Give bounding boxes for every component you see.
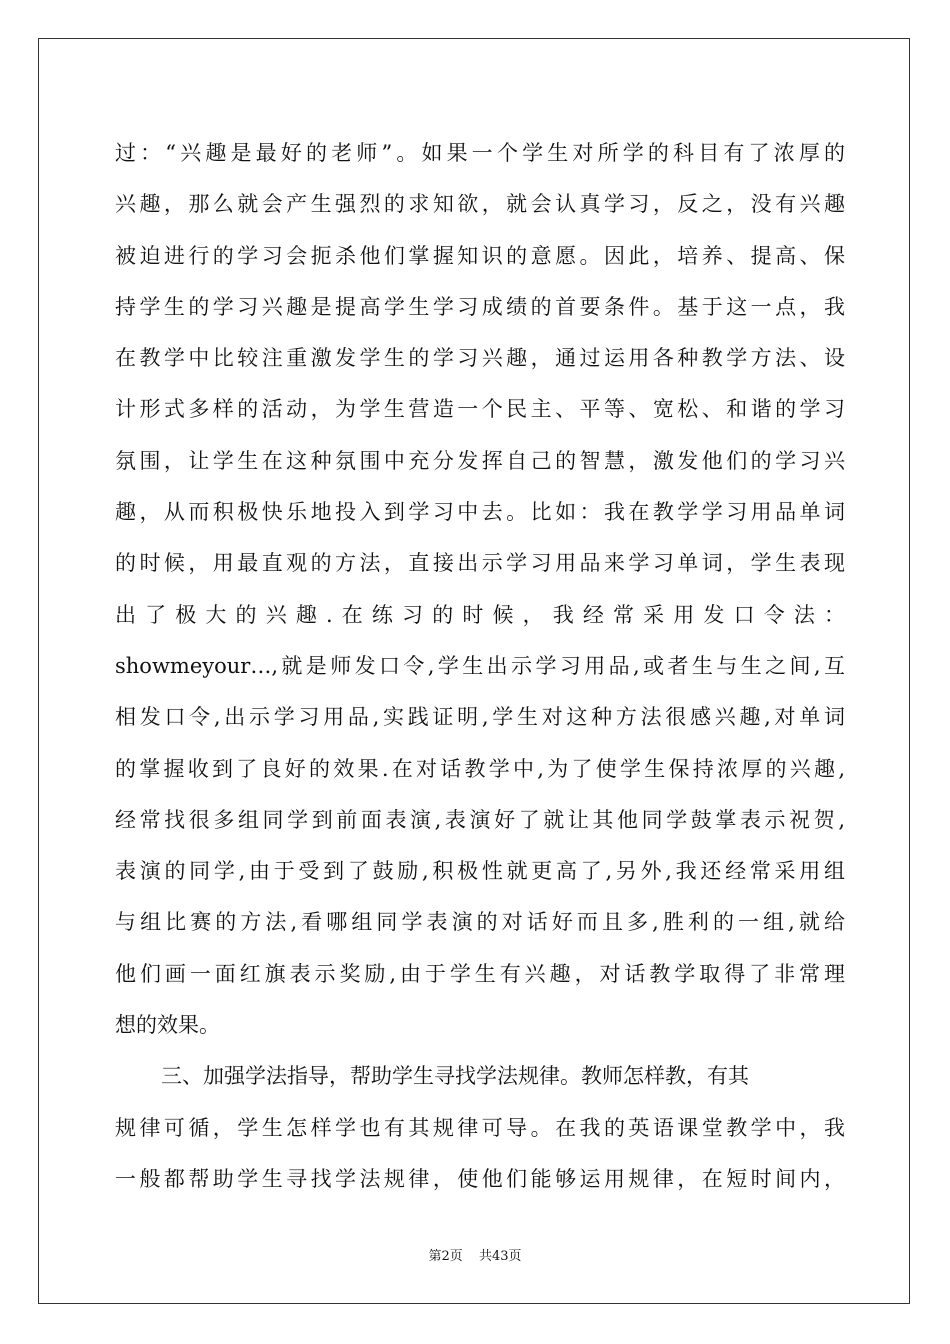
text-line: 被迫进行的学习会扼杀他们掌握知识的意愿。因此，培养、提高、保 <box>115 243 845 268</box>
text-line: 在教学中比较注重激发学生的学习兴趣，通过运用各种教学方法、设 <box>115 346 845 371</box>
document-body <box>115 128 845 1205</box>
text-line: 出了极大的兴趣.在练习的时候，我经常采用发口令法： <box>115 602 845 627</box>
text-line: 与组比赛的方法,看哪组同学表演的对话好而且多,胜利的一组,就给 <box>115 910 845 935</box>
text-line: 他们画一面红旗表示奖励,由于学生有兴趣，对话教学取得了非常理 <box>115 961 845 986</box>
section-heading-line: 三、加强学法指导，帮助学生寻找学法规律。教师怎样教，有其 <box>161 1064 749 1089</box>
text-line: 的掌握收到了良好的效果.在对话教学中,为了使学生保持浓厚的兴趣, <box>115 756 845 781</box>
page-footer <box>0 1245 950 1264</box>
text-line: 的时候，用最直观的方法，直接出示学习用品来学习单词，学生表现 <box>115 551 845 576</box>
text-line: 氛围，让学生在这种氛围中充分发挥自己的智慧，激发他们的学习兴 <box>115 448 845 473</box>
text-line: 过：“兴趣是最好的老师”。如果一个学生对所学的科目有了浓厚的 <box>115 141 845 165</box>
page-total: 共43页 <box>478 1249 522 1264</box>
text-line: 相发口令,出示学习用品,实践证明,学生对这种方法很感兴趣,对单词 <box>115 705 845 730</box>
text-line: 一般都帮助学生寻找学法规律，使他们能够运用规律，在短时间内， <box>115 1166 845 1191</box>
text-line: 规律可循，学生怎样学也有其规律可导。在我的英语课堂教学中，我 <box>115 1115 845 1140</box>
text-line: 想的效果。 <box>115 1013 220 1038</box>
text-line: showmeyour…,就是师发口令,学生出示学习用品,或者生与生之间,互 <box>115 653 845 678</box>
text-line: 经常找很多组同学到前面表演,表演好了就让其他同学鼓掌表示祝贺, <box>115 807 845 832</box>
text-line: 表演的同学,由于受到了鼓励,积极性就更高了,另外,我还经常采用组 <box>115 859 845 884</box>
text-line: 计形式多样的活动，为学生营造一个民主、平等、宽松、和谐的学习 <box>115 397 845 422</box>
text-line: 趣，从而积极快乐地投入到学习中去。比如：我在教学学习用品单词 <box>115 500 845 525</box>
text-line: 持学生的学习兴趣是提高学生学习成绩的首要条件。基于这一点，我 <box>115 294 845 319</box>
page-number: 第2页 <box>428 1249 463 1264</box>
text-line: 兴趣，那么就会产生强烈的求知欲，就会认真学习，反之，没有兴趣 <box>115 192 845 217</box>
